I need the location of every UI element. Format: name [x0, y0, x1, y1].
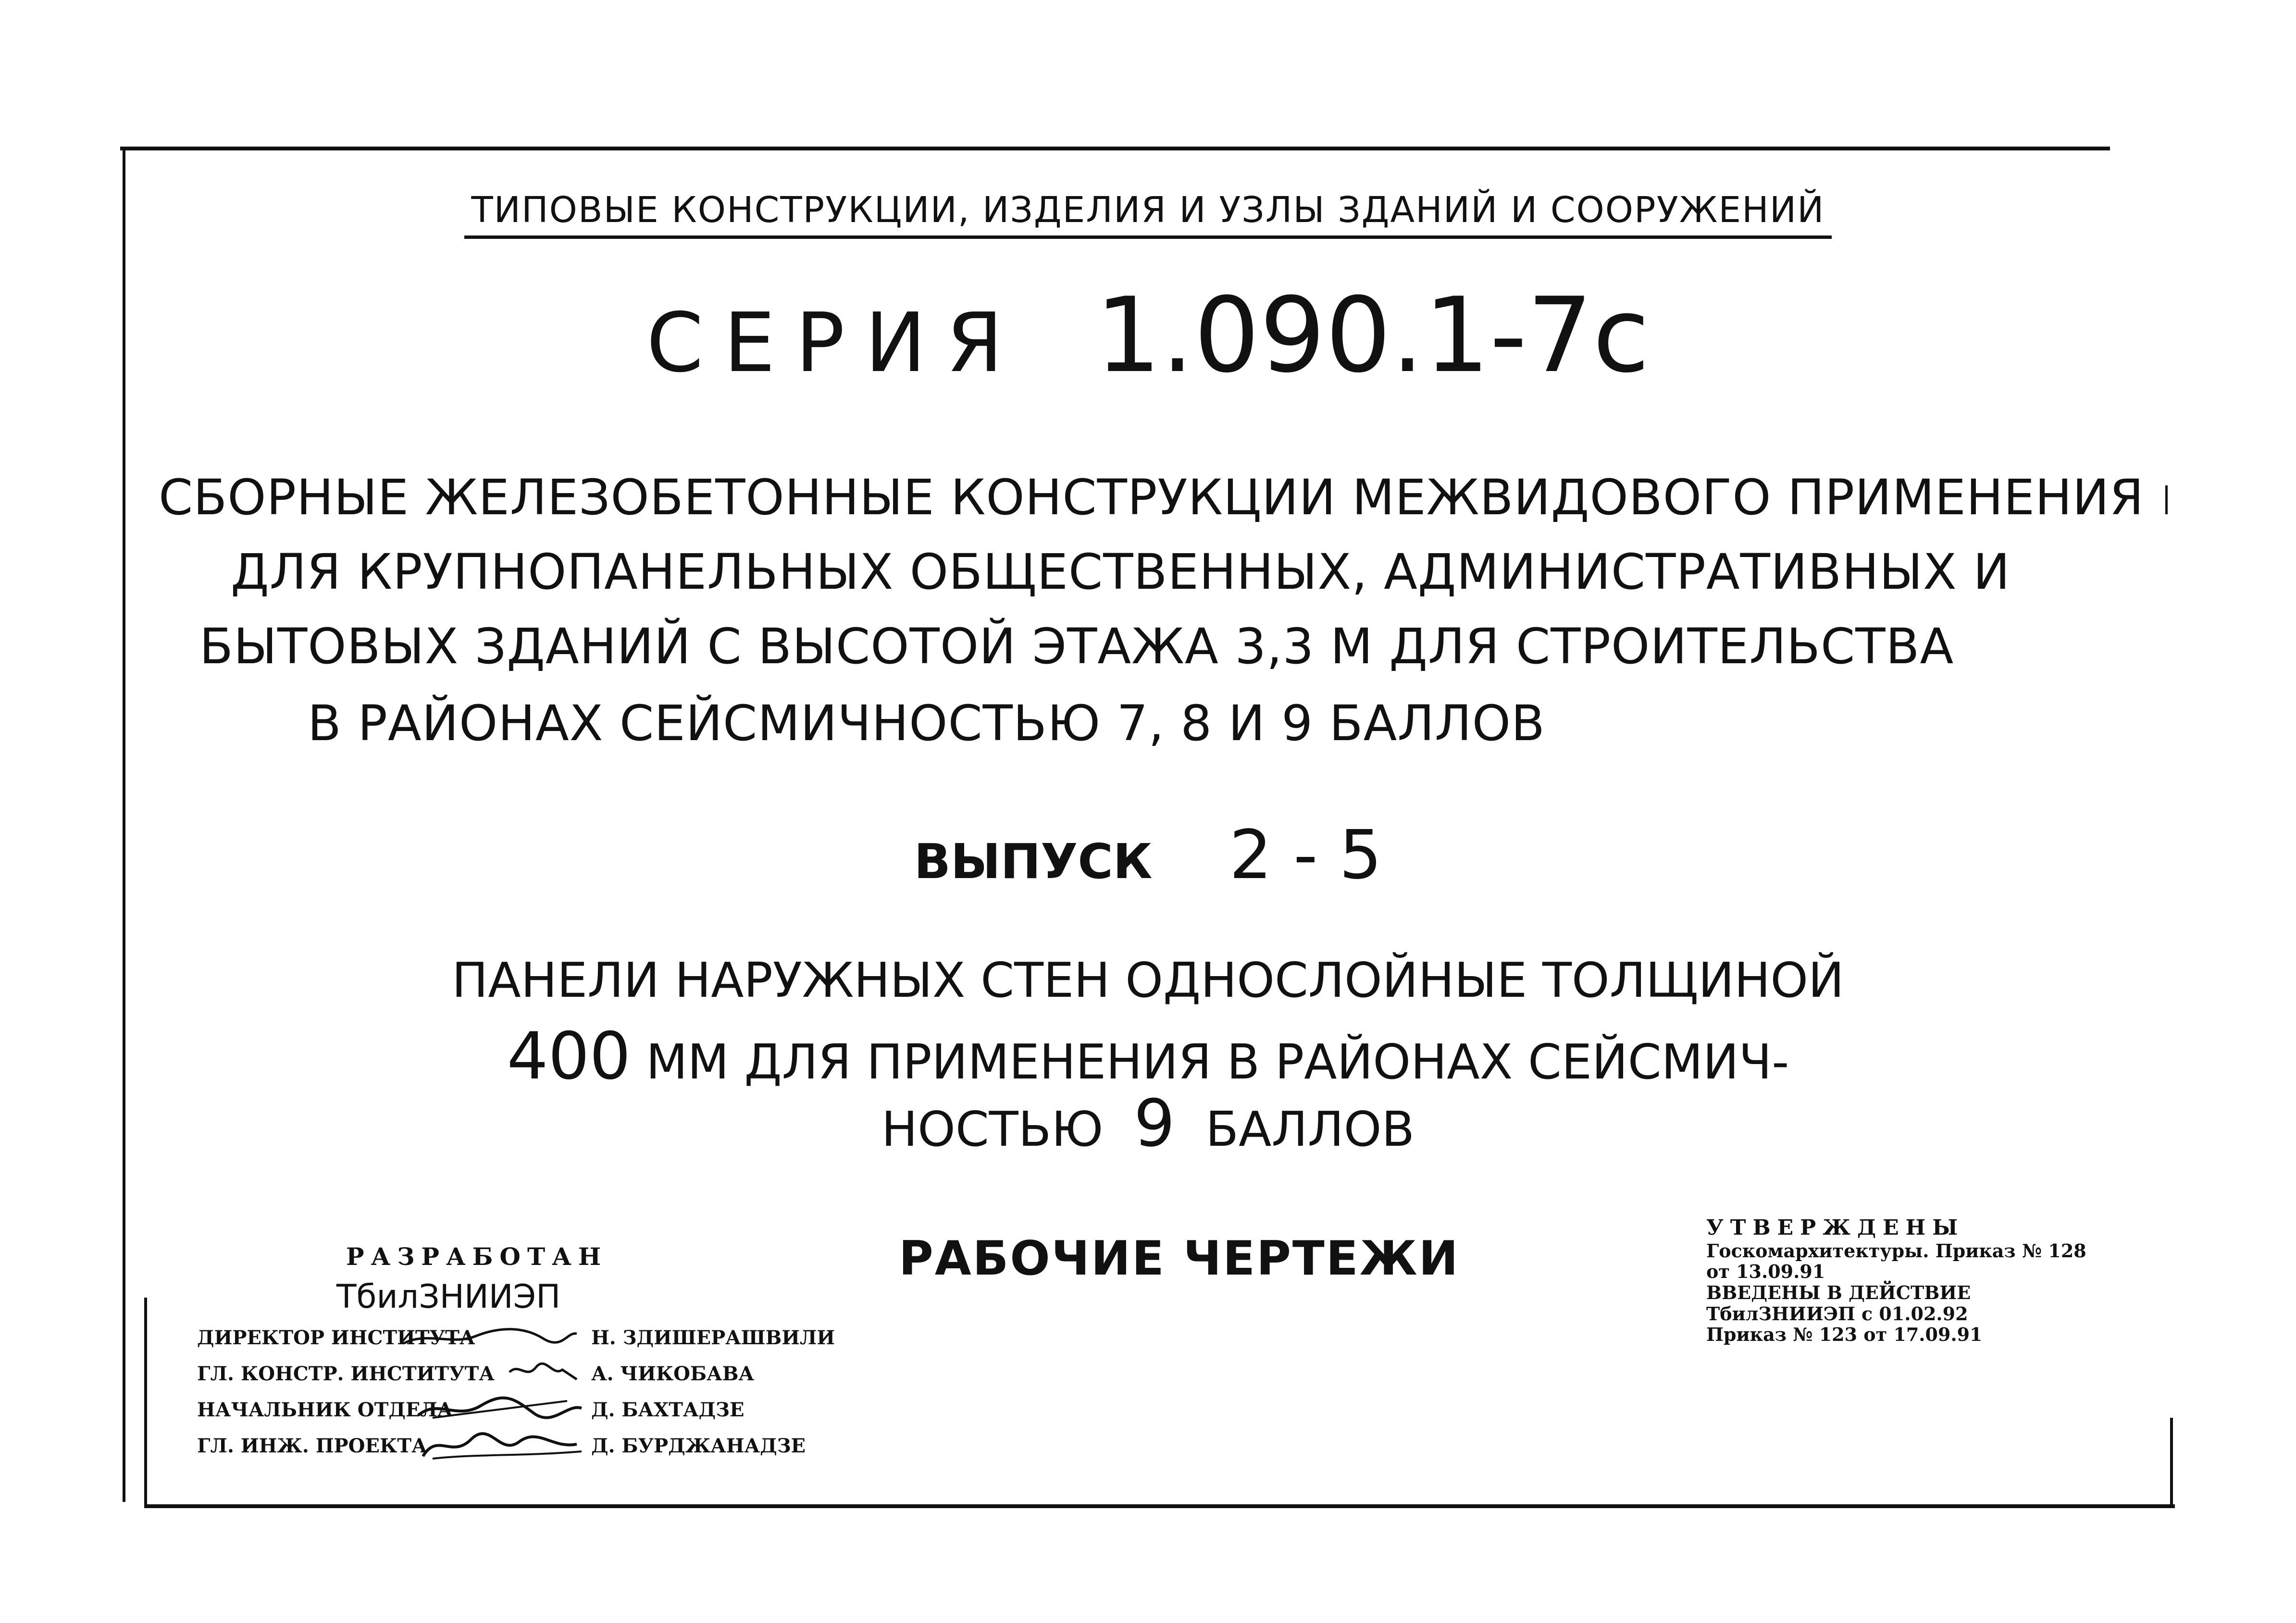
- series-block: [0, 275, 2296, 396]
- signatory-row: [197, 1358, 774, 1387]
- issue-label: ВЫПУСК: [914, 833, 1153, 890]
- signatory-name: А. ЧИКОБАВА: [591, 1363, 755, 1385]
- issue-number: 2 - 5: [1229, 816, 1382, 894]
- signatory-row: [197, 1322, 835, 1350]
- frame-bottom-line: [144, 1504, 2175, 1508]
- approval-title: УТВЕРЖДЕНЫ: [1706, 1215, 1965, 1240]
- signatory-name: Н. ЗДИШЕРАШВИЛИ: [591, 1326, 835, 1349]
- title-line-3: БЫТОВЫХ ЗДАНИЙ С ВЫСОТОЙ ЭТАЖА 3,3 М ДЛЯ СТРОИТЕЛЬСТВА: [199, 618, 1954, 675]
- frame-right-line: [2170, 1418, 2173, 1507]
- signatory-row: [197, 1430, 806, 1459]
- title-line-1: СБОРНЫЕ ЖЕЛЕЗОБЕТОННЫЕ КОНСТРУКЦИИ МЕЖВИДОВОГО ПРИМЕНЕНИЯ: [159, 469, 2144, 526]
- developed-label: РАЗРАБОТАН: [346, 1242, 608, 1271]
- frame-left-lower-line: [144, 1298, 147, 1504]
- handwritten-signature: [418, 1430, 586, 1463]
- handwritten-signature: [399, 1322, 582, 1350]
- signatory-role: НАЧАЛЬНИК ОТДЕЛА: [197, 1399, 453, 1421]
- header-text: ТИПОВЫЕ КОНСТРУКЦИИ, ИЗДЕЛИЯ И УЗЛЫ ЗДАНИЙ И СООРУЖЕНИЙ: [464, 189, 1831, 239]
- document-header: [0, 189, 2296, 231]
- approval-line-4: ТбилЗНИИЭП с 01.02.92: [1706, 1302, 1968, 1325]
- signatory-row: [197, 1394, 774, 1423]
- approval-line-1: Госкомархитектуры. Приказ № 128: [1706, 1239, 2086, 1262]
- panel-description-line-3: [0, 1086, 2296, 1161]
- series-number: 1.090.1-7с: [1095, 275, 1650, 396]
- seismicity-number: 9: [1133, 1086, 1175, 1161]
- developer-organization: ТбилЗНИИЭП: [336, 1278, 561, 1316]
- signatory-name: Д. БАХТАДЗЕ: [591, 1399, 745, 1421]
- panel-description-line-2-text: ММ ДЛЯ ПРИМЕНЕНИЯ В РАЙОНАХ СЕЙСМИЧ-: [646, 1034, 1789, 1090]
- panel-description-line-1: ПАНЕЛИ НАРУЖНЫХ СТЕН ОДНОСЛОЙНЫЕ ТОЛЩИНОЙ: [452, 952, 1844, 1008]
- approval-line-2: от 13.09.91: [1706, 1261, 1825, 1283]
- panel-description-line-3-end: БАЛЛОВ: [1205, 1101, 1415, 1157]
- signatory-role: ГЛ. КОНСТР. ИНСТИТУТА: [197, 1363, 495, 1385]
- panel-description-line-3-start: НОСТЬЮ: [881, 1101, 1104, 1157]
- series-label: СЕРИЯ: [646, 296, 1023, 391]
- signatory-role: ГЛ. ИНЖ. ПРОЕКТА: [197, 1435, 427, 1457]
- issue-block: [0, 816, 2296, 894]
- approval-line-3: ВВЕДЕНЫ В ДЕЙСТВИЕ: [1706, 1281, 1971, 1303]
- handwritten-signature: [413, 1394, 586, 1423]
- approval-line-5: Приказ № 123 от 17.09.91: [1706, 1324, 1983, 1346]
- panel-thickness-number: 400: [507, 1018, 631, 1094]
- working-drawings-label: РАБОЧИЕ ЧЕРТЕЖИ: [899, 1231, 1460, 1286]
- handwritten-signature: [505, 1358, 582, 1387]
- frame-top-line: [120, 147, 2110, 150]
- title-line-2: ДЛЯ КРУПНОПАНЕЛЬНЫХ ОБЩЕСТВЕННЫХ, АДМИНИСТРАТИВНЫХ И: [231, 544, 2011, 601]
- panel-description-line-2: [0, 1018, 2296, 1094]
- approval-block: [1706, 1216, 2086, 1345]
- frame-right-mark: [2165, 485, 2168, 514]
- title-line-4: В РАЙОНАХ СЕЙСМИЧНОСТЬЮ 7, 8 И 9 БАЛЛОВ: [308, 695, 1546, 752]
- signatory-name: Д. БУРДЖАНАДЗЕ: [591, 1435, 806, 1457]
- signatory-role: ДИРЕКТОР ИНСТИТУТА: [197, 1326, 475, 1349]
